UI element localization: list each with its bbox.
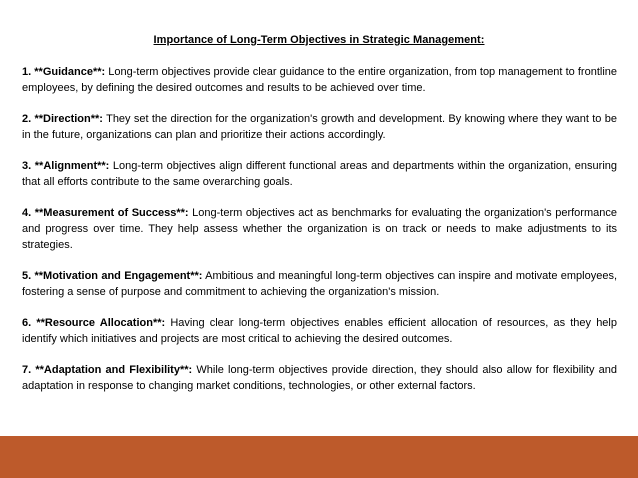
objective-text: Having clear long-term objectives enables efficient allocation of resources, as they help identify which initiatives and projects are most critical to achieving the desired outcomes. xyxy=(22,317,617,345)
objective-text: Long-term objectives align different functional areas and departments within the organization, ensuring that all efforts contribute to the same overarching goals. xyxy=(22,160,617,188)
objective-text: While long-term objectives provide direction, they should also allow for flexibility and adaptation in response to changing market conditions, technologies, or other external factors. xyxy=(22,364,618,392)
slide-title: Importance of Long-Term Objectives in Strategic Management: xyxy=(153,34,485,46)
objective-heading: 5. **Motivation and Engagement**: xyxy=(22,270,203,282)
footer-bar xyxy=(0,436,638,478)
objective-item-direction xyxy=(22,111,617,143)
objective-heading: 2. **Direction**: xyxy=(22,113,103,125)
objective-text: Ambitious and meaningful long-term objectives can inspire and motivate employees, fostering a sense of purpose and commitment to achieving the organization's mission. xyxy=(22,270,617,298)
objective-item-measurement xyxy=(22,205,617,253)
objective-heading: 3. **Alignment**: xyxy=(22,160,110,172)
objective-heading: 1. **Guidance**: xyxy=(22,66,106,78)
objective-heading: 7. **Adaptation and Flexibility**: xyxy=(22,364,193,376)
objective-item-resource-allocation xyxy=(22,315,617,347)
objective-item-guidance xyxy=(22,64,617,96)
objectives-list xyxy=(22,64,617,409)
objective-item-adaptation xyxy=(22,362,617,394)
objective-item-motivation xyxy=(22,268,617,300)
objective-text: Long-term objectives provide clear guidance to the entire organization, from top management to frontline employees, by defining the desired outcomes and results to be achieved over time. xyxy=(22,66,617,94)
objective-heading: 4. **Measurement of Success**: xyxy=(22,207,189,219)
objective-item-alignment xyxy=(22,158,617,190)
objective-text: Long-term objectives act as benchmarks for evaluating the organization's performance and progress over time. They help assess whether the organization is on track or needs to make adjustments to its strategies. xyxy=(22,207,617,251)
objective-text: They set the direction for the organization's growth and development. By knowing where they want to be in the future, organizations can plan and prioritize their actions accordingly. xyxy=(22,113,617,141)
objective-heading: 6. **Resource Allocation**: xyxy=(22,317,166,329)
